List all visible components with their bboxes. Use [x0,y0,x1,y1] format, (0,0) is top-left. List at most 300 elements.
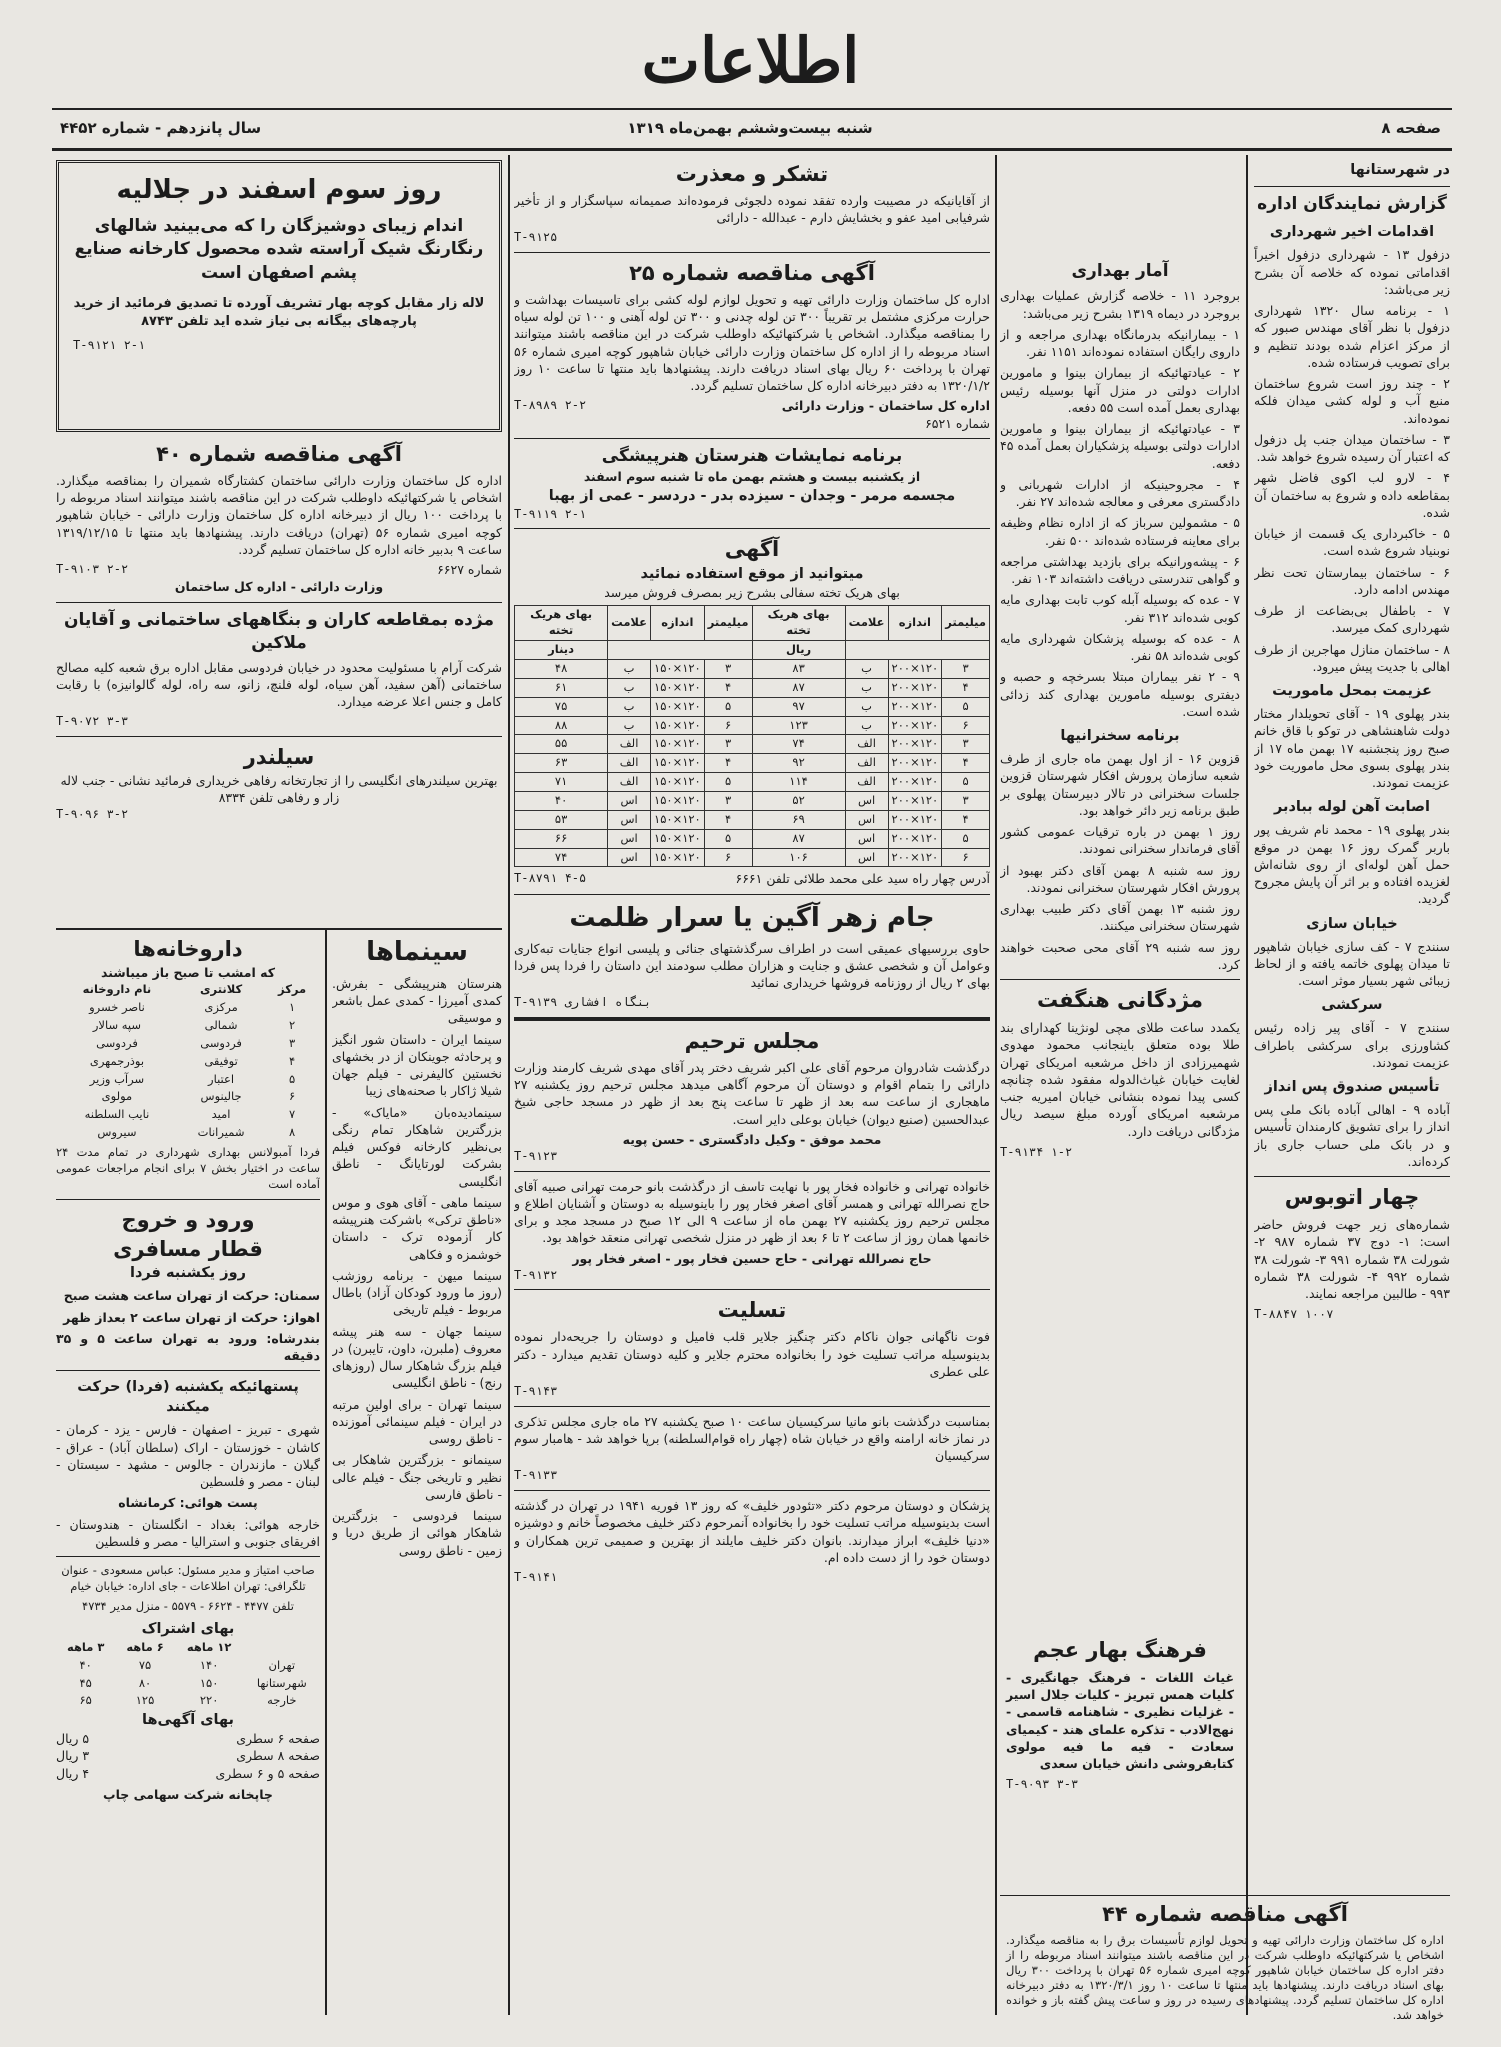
pharmacy-row [56,1017,320,1035]
pharmacy-cell: مولوی [101,1089,133,1104]
stats-p6: ۵ - مشمولین سرباز که از اداره نظام وظیفه برای معاینه فرستاده شده‌اند ۵۰۰ نفر. [1000,515,1240,548]
pharmacy-cell: ۴ [289,1053,296,1068]
ads-price-cell: صفحه ۶ سطری [236,1731,320,1747]
stats-p10: ۹ - ۲ نفر بیماران مبتلا بسرخچه و حصبه و دیفتری بوسیله مامورین بهداری کند زدائی شده است. [1000,669,1240,719]
pharmacy-h0: مرکز [278,982,307,997]
tender-25-footer: اداره کل ساختمان - وزارت دارائی [781,398,990,414]
sub-cell: ۶۵ [79,1693,92,1708]
stats-p11: قزوین ۱۶ - از اول بهمن ماه جاری از طرف شعبه سازمان پرورش افکار شهرستان قزوین جلسات سخنرانی در تالار دبیرستان پهلوی بر طبق برنامه زیر دائر خواهد بود. [1000,751,1240,818]
pipes-cell: الف [845,773,888,792]
air-sub: خارجه هوائی: بغداد - انگلستان - هندوستان - افریقای جنوبی و استرالیا - مصر و فلسطین [56,1516,320,1549]
provinces-p7: ۶ - ساختمان بیمارستان تحت نظر مهندس ادامه دارد. [1254,564,1450,597]
stats-p4: ۳ - عیادتهائیکه از بیماران بینوا و مامورین ادارات دولتی بوسیله پزشکیاران بعمل آمده ۴۵ دفعه. [1000,421,1240,471]
pipes-cell: ۷۵ [515,697,608,716]
pipes-cell: ب [845,697,888,716]
masthead: اطلاعات [641,24,860,97]
pipes-cell: ۶۳ [515,754,608,773]
pipes-cell: ۳ [704,660,752,679]
farhang-text: غیاث اللغات - فرهنگ جهانگیری - کلیات همس تبریز - کلیات جلال اسیر - غزلیات نظیری - شاهنامه قاسمی - نهج‌الادب - تذکره علمای هند - کیمیای سعادت - فیه ما فیه مولوی کتابفروشی دانش خیابان سعدی [1006,1669,1234,1772]
column-rule-2 [995,155,997,2015]
sub-h1: ۱۲ ماهه [186,1639,232,1654]
farhang-title: فرهنگ بهار عجم [1033,1638,1207,1662]
stats-p7: ۶ - پیشه‌ورانیکه برای بازدید بهداشتی مراجعه و گواهی تندرستی دریافت داشته‌اند ۱۰۳ نفر. [1000,553,1240,587]
ads-price-cell: صفحه ۸ سطری [236,1748,320,1764]
pipes-cell: الف [845,735,888,754]
majlis-code: T-۹۱۲۳ [514,1149,558,1164]
pipes-cell: ب [608,716,651,735]
pipes-cell: ۱۲۰×۲۰۰ [888,810,942,829]
pharmacy-cell: اعتبار [208,1071,235,1086]
tender-44-title: آگهی مناقصه شماره ۴۴ [1102,1902,1348,1926]
pipes-cell: ۱۲۰×۱۵۰ [651,848,705,867]
publisher-phones: تلفن ۴۴۷۷ - ۶۶۲۴ - ۵۵۷۹ - منزل مدیر ۴۷۳۴ [82,1598,294,1613]
provinces-p6: ۵ - خاکبرداری یک قسمت از خیابان نوبنیاد شروع شده است. [1254,526,1450,559]
pipes-row [515,660,990,679]
pipes-cell: ۸۷ [752,678,845,697]
sub-cell: شهرستانها [256,1675,307,1690]
pipes-cell: ۵۲ [752,792,845,811]
pipes-cell: ۸۷ [752,829,845,848]
pipes-cell: اس [845,792,888,811]
pharmacy-cell: سیروس [97,1125,137,1140]
stats-p2: ۱ - بیمارانیکه بدرمانگاه بهداری مراجعه و از داروی رایگان استفاده نموده‌اند ۱۱۵۱ نفر. [1000,326,1240,360]
speeches-title: برنامه سخنرانیها [1060,728,1180,745]
provinces-p10: بندر پهلوی ۱۹ - آقای تحویلدار مختار دولت شاهنشاهی در توکو با قاق خانم صبح روز پنجشنبه ۱۷ بهمن ماه ۱۷ از بندر پهلوی بسوی محل ماموریت خود عزیمت نمودند. [1254,706,1450,791]
publisher-text: صاحب امتیاز و مدیر مسئول: عباس مسعودی - عنوان تلگرافی: تهران اطلاعات - جای اداره: خیابان خیام [61,1563,315,1594]
pipes-cell: ۵ [704,829,752,848]
pipes-row [515,829,990,848]
tender-40-footer: وزارت دارائی - اداره کل ساختمان [174,579,384,595]
tender-44-ad [1000,1895,1450,2022]
mozhdeh-code: T-۹۰۷۲ ۳-۳ [56,714,129,729]
silinder-text: بهترین سیلندرهای انگلیسی را از تجارتخانه رفاهی خریداری فرمائید نشانی - جنب لاله زار و رفاهی تلفن ۸۳۳۴ [60,772,498,806]
pharmacy-cell: مرکزی [204,1000,238,1015]
pipes-cell: ۱۲۰×۲۰۰ [888,735,942,754]
hunaristan-line2: مجسمه مرمر - وجدان - سیزده بدر - دردسر - عمی از بهبا [548,487,956,504]
sarkisian-text: بمناسبت درگذشت بانو مانیا سرکیسیان ساعت ۱۰ صبح یکشنبه ۲۷ ماه جاری مجلس تذکری در نماز خانه ارامنه واقع در خیابان شاه (چهار راه قوام‌السلطنه) برپا خواهد شد - هامبار سوم سرکیسیان [514,1413,990,1464]
hunaristan-line1: از یکشنبه بیست و هشتم بهمن ماه تا شنبه سوم اسفند [583,469,921,485]
ads-price-cell: ۴ ریال [56,1765,90,1781]
pipes-cell: ۶ [704,716,752,735]
pharmacy-h1: کلانتری [200,982,243,997]
pipes-cell: ب [845,660,888,679]
ads-price-list [56,1730,320,1782]
pharmacy-cell: جالینوس [200,1089,242,1104]
tender-40-text: اداره کل ساختمان وزارت دارائی ساختمان کشتارگاه شمیران را بمناقصه میگذارد. اشخاص یا شرکتهائیکه داوطلب شرکت در این مناقصه باشند میتوانند اسناد مربوطه را با پرداخت ۱۰۰ ریال از دبیرخانه اداره کل ساختمان وزارت دارائی - خیابان شاهپور کوچه امیری شماره ۵۶ (تهران) دریافت دارند. پیشنهادها باید منتها تا ۱۳۱۹/۱۲/۱۵ ساعت ۹ بدبیر خانه اداره کل ساختمان تسلیم گردد. [56,472,502,557]
majlis-title: مجلس ترحیم [684,1028,820,1053]
pipes-cell: ۱۲۰×۲۰۰ [888,848,942,867]
farhang-ad [1000,1630,1240,1890]
sub-row [56,1657,320,1675]
pipes-cell: ۵ [942,829,990,848]
ads-price-cell: صفحه ۵ و ۶ سطری [215,1765,320,1781]
pipes-row [515,716,990,735]
bus-ad-code: T-۸۸۴۷ ۱۰۰۷ [1254,1307,1334,1322]
provinces-p3: ۲ - چند روز است شروع ساختمان منبع آب و لوله کشی میدان فلکه نموده‌اند. [1254,376,1450,426]
sarkisian-code: T-۹۱۳۳ [514,1468,558,1483]
family-code: T-۹۱۳۲ [514,1267,558,1282]
pharmacy-cell: فردوسی [200,1035,242,1050]
pipes-h7: بهای هریک تخته [515,606,608,641]
pharmacy-row [56,1106,320,1124]
pipes-cell: ۳ [942,660,990,679]
pipes-cell: ۷۱ [515,773,608,792]
majlis-signature: محمد موفق - وکیل دادگستری - حسن پویه [622,1131,882,1147]
column-rule-1 [1246,155,1248,2015]
pipes-h1: اندازه [888,606,942,641]
pipes-sub: میتوانید از موقع استفاده نمائید [640,566,864,583]
pipes-cell: ۳ [704,735,752,754]
pharmacy-cell: شمیرانات [197,1125,245,1140]
pipes-row [515,697,990,716]
pharmacy-cell: ۸ [289,1125,296,1140]
pharmacy-cell: ۱ [289,1000,296,1015]
pipes-row [515,810,990,829]
pipes-cell: ۶ [942,848,990,867]
pipes-cell: ۸۳ [752,660,845,679]
stats-p5: ۴ - مجروحینیکه از ادارات شهربانی و دادگستری معرفی و معالجه شده‌اند ۲۷ نفر. [1000,476,1240,510]
pipes-cell: ۱۲۰×۱۵۰ [651,697,705,716]
stats-column [1000,260,1240,1625]
pipes-cell: ۴ [704,678,752,697]
pipes-cell: ۱۲۰×۱۵۰ [651,773,705,792]
pipes-h5: اندازه [651,606,705,641]
pipes-cell: ب [608,678,651,697]
masthead-rule-bottom [52,148,1452,151]
issue-date: شنبه بیست‌وششم بهمن‌ماه ۱۳۱۹ [627,119,873,137]
pipes-cell: ۱۲۰×۱۵۰ [651,735,705,754]
provinces-sub3: اصابت آهن لوله ببادبر [1274,799,1430,816]
cinema-item: سینما ماهی - آقای هوی و موس «ناطق ترکی» باشرکت هنرپیشه کار آزموده ترک - داستان خوشمزه و فکاهی [332,1194,502,1262]
ads-price-cell: ۵ ریال [56,1731,90,1747]
pipes-h6: علامت [608,606,651,641]
masthead-rule-top [52,108,1452,110]
sub-cell: ۲۲۰ [199,1693,219,1708]
pipes-cell: اس [608,848,651,867]
sub-cell: ۴۵ [79,1675,92,1690]
pipes-cell: ۴ [942,678,990,697]
pipes-cell: ۹۲ [752,754,845,773]
pipes-cell: ۴ [704,754,752,773]
pipes-cell: ۱۲۰×۱۵۰ [651,716,705,735]
provinces-p8: ۷ - باطفال بی‌بضاعت از طرف شهرداری کمک میرسد. [1254,603,1450,636]
sub-row [56,1692,320,1710]
section-label: در شهرستانها [1350,162,1450,178]
pharmacy-cell: بوذرجمهری [89,1053,145,1068]
sub-row [56,1675,320,1693]
pharmacy-row [56,999,320,1017]
subscription-table [56,1639,320,1710]
cinema-column [332,935,502,2010]
cinema-item: هنرستان هنرپیشگی - بفرش. کمدی آمیرزا - کمدی عمل باشعر و موسیقی [332,975,502,1026]
pipes-cell: ب [845,678,888,697]
pharmacy-cell: شمالی [204,1017,238,1032]
cinema-item: سینمانو - بزرگترین شاهکار بی نظیر و تاریخی جنگ - فیلم عالی - ناطق فارسی [332,1452,502,1502]
pipes-cell: ۱۲۰×۲۰۰ [888,773,942,792]
pipes-cell: ۴ [942,754,990,773]
pharmacy-cell: فردوسی [96,1035,138,1050]
pipes-cell: ۵ [942,773,990,792]
pipes-cell: ۱۲۰×۲۰۰ [888,829,942,848]
stats-p13: روز سه شنبه ۸ بهمن آقای دکتر بهبود از پرورش افکار شهرستان سخنرانی نمودند. [1000,862,1240,895]
reward-code: T-۹۱۳۴ ۱-۲ [1000,1144,1073,1159]
reward-text: یکمدد ساعت طلای مچی لونژینا کهدارای بند طلا بوده متعلق باینجانب محمود مهدوی شهمیرزادی از داخل مرشعبه امریکای تهران لغایت خیابان غیاث‌الدوله مفقود شده چنانچه کسی پیدا نموده بنشانی خیابان امیریه جنب مرشعبه امریکای آورده مبلغ سیصد ریال مژدگانی دریافت دارد. [1000,1020,1240,1139]
pipes-cell: اس [845,848,888,867]
silinder-code: T-۹۰۹۶ ۳-۲ [56,807,129,822]
pipes-cell: ۵ [704,773,752,792]
pipes-cell: الف [608,735,651,754]
pipes-h3: بهای هریک تخته [752,606,845,641]
cinema-list [332,975,502,1559]
pipes-row [515,678,990,697]
cinema-title: سینماها [366,937,468,967]
sub-cell: ۱۵۰ [199,1675,219,1690]
mozhdeh-title: مژده بمقاطعه کاران و بنگاههای ساختمانی و آقایان ملاکین [64,609,494,654]
ads-price-row [56,1747,320,1764]
pharmacy-cell: ۷ [289,1107,296,1122]
pipes-cell: ۱۱۴ [752,773,845,792]
pipes-desc: بهای هریک تخته سفالی بشرح زیر بمصرف فروش میرسد [604,585,900,601]
stats-title: آمار بهداری [1071,261,1169,281]
cinema-item: سینما جهان - سه هنر پیشه معروف (ملبرن، داون، تایبرن) در فیلم بزرگ شاهکار سال (روزهای رنج) - ناطق انگلیسی [332,1323,502,1391]
majlis-text: درگذشت شادروان مرحوم آقای علی اکبر شریف دختر پدر آقای مهدی شریف کارمند وزارت دارائی را بتمام اقوام و دوستان آن مرحوم آگاهی میدهد مجلس ترحیم روز یکشنبه ۲۷ ماهجاری از ساعت سه بعد از ظهر تا ساعت پنج بعد از ظهر در مسجد حاجی شیخ عبدالحسین (صنیع دیوان) خیابان بوعلی دایر است. [514,1059,990,1127]
bus-ad-title: چهار اتوبوس [1284,1185,1420,1210]
pipes-cell: ۵ [942,697,990,716]
provinces-p14: آباده ۹ - اهالی آباده بانک ملی پس انداز را برای تشویق کارمندان تأسیس و در بانک ملی حساب جاری باز کرده‌اند. [1254,1102,1450,1169]
provinces-p5: ۴ - لارو لب اکوی فاضل شهر بمقاطعه داده و شروع به ساختمان آن شده. [1254,470,1450,520]
pipes-cell: ۳ [942,735,990,754]
stats-p12: روز ۱ بهمن در باره ترقیات عمومی کشور آقای فرماندار سخنرانی نمودند. [1000,824,1240,857]
pipes-cell: ۵۳ [515,810,608,829]
pharmacy-h2: نام داروخانه [82,982,152,997]
pharmacy-cell: ناصر خسرو [89,1000,145,1015]
pipes-cell: اس [845,829,888,848]
cinema-item: سینما فردوسی - بزرگترین شاهکار هوائی از طریق دریا و زمین - ناطق روسی [332,1508,502,1558]
pipes-address: آدرس چهار راه سید علی محمد طلائی تلفن ۶۶۶۱ [735,871,990,887]
pipes-cell: ۱۰۶ [752,848,845,867]
esfand-text: اندام زیبای دوشیزگان را که می‌بینید شالهای رنگارنگ شیک آراسته شده محصول کارخانه صنایع پشم اصفهان است [74,215,484,283]
silinder-title: سیلندر [243,744,315,769]
pipes-cell: ۶۶ [515,829,608,848]
provinces-p4: ۳ - ساختمان میدان جنب پل دزفول که اعتبار آن رسیده شروع خواهد شد. [1254,431,1450,465]
pipes-cell: ۱۲۰×۱۵۰ [651,829,705,848]
pharmacy-table [56,981,320,1142]
jam-text: حاوی بررسیهای عمیقی است در اطراف سرگذشتهای جنائی و پلیسی انواع جنایات تبه‌کاری وعوامل آن و شخصی عشق و جنایت و هزاران مطلب سودمند این داستان را فردا پس فردا بهای ۲ ریال از روزنامه فروشها خریداری نمائید [514,940,990,991]
sub-cell: ۱۴۰ [199,1657,219,1672]
left-divider [56,928,502,930]
provinces-sub2: عزیمت بمحل ماموریت [1272,683,1432,700]
pipes-row [515,773,990,792]
travel-sub: قطار مسافری [113,1236,263,1261]
pharmacy-cell: سپه سالار [92,1017,142,1032]
cinema-item: سینمادیده‌بان «مایاک» - بزرگترین شاهکار تمام رنگی بی‌نظیر کارخانه فوکس فیلم بشرکت لورتایانگ - ناطق انگلیسی [332,1104,502,1189]
esfand-line: لاله زار مقابل کوچه بهار تشریف آورده تا تصدیق فرمائید از خرید پارچه‌های بیگانه بی نیاز شده اید تلفن ۸۷۴۳ [73,296,485,330]
pipes-cell: اس [608,810,651,829]
pipes-cell: ۳ [704,792,752,811]
khalif-text: پزشکان و دوستان مرحوم دکتر «تئودور خلیف» که روز ۱۳ فوریه ۱۹۴۱ در تهران در گذشته است بدینوسیله مراتب تسلیت خود را بخانواده آنمرحوم دکتر خلیف مخصوصاً خانم و دوشیزه «دنیا خلیف» ابراز میدارند. بانوان دکتر خلیف مایلند از بهترین و صمیمی ترین همکاران و دوستان خود را از دست داده ام. [514,1498,990,1565]
pharmacy-cell: ۶ [289,1089,296,1104]
column-rule-4 [325,930,327,2015]
condolence-code: T-۹۱۴۳ [514,1384,558,1399]
tender-25-title: آگهی مناقصه شماره ۲۵ [629,261,875,286]
travel-p2: اهواز: حرکت از تهران ساعت ۲ بعداز ظهر [63,1309,320,1325]
pipes-row [515,754,990,773]
stats-p15: روز سه شنبه ۲۹ آقای محی صحبت خواهند کرد. [1000,939,1240,972]
pipes-sub-dinar: دینار [515,641,608,660]
provinces-sub1: اقدامات اخیر شهرداری [1269,224,1435,241]
provinces-sub5: سرکشی [1321,997,1383,1014]
stats-p3: ۲ - عیادتهائیکه از بیماران بینوا و مامورین ادارات دولتی در منزل آنها بوسیله رئیس بهداری بعمل آمده است ۵۵ دفعه. [1000,365,1240,415]
pipes-code: T-۸۷۹۱ ۴-۵ [514,871,587,886]
mail-text: شهری - تبریز - اصفهان - فارس - یزد - کرمان - کاشان - خوزستان - اراک (سلطان آباد) - عراق - گیلان - مازندران - جالوس - مشهد - سیستان - لبنان - مصر و فلسطین [56,1422,320,1490]
jam-title: جام زهر آگین یا سرار ظلمت [569,902,935,933]
pharmacy-row [56,1124,320,1142]
travel-day: روز یکشنبه فردا [130,1265,246,1282]
pharmacy-row [56,1071,320,1089]
tender-40-title: آگهی مناقصه شماره ۴۰ [156,442,402,466]
sub-h0 [244,1639,320,1657]
pipes-cell: ۱۲۰×۱۵۰ [651,660,705,679]
provinces-p2: ۱ - برنامه سال ۱۳۲۰ شهرداری دزفول با نظر آقای مهندس صبور که از مرکز اعزام شده بودند تنظیم و برای تصویب فرستاده شده. [1254,303,1450,370]
provinces-p13: سنندج ۷ - آقای پیر زاده رئیس کشاورزی برای سرکشی باطراف عزیمت نمودند. [1254,1020,1450,1070]
pipes-sub-rial: ریال [752,641,845,660]
pharmacy-cell: ۵ [289,1071,296,1086]
sub-cell: تهران [268,1657,296,1672]
pharmacy-table-body [56,999,320,1142]
thanks-text: از آقایانیکه در مصیبت وارده تفقد نموده دلجوئی فرموده‌اند صمیمانه سپاسگزار و از تأخیر شرفیابی امید عفو و بخشایش دارم - عبدالله - دارائی [514,192,990,226]
pharmacy-cell: ۳ [289,1035,296,1050]
pharmacy-sub: که امشب تا صبح باز میباشند [101,964,275,980]
pipes-cell: ۶ [942,716,990,735]
provinces-p11: بندر پهلوی ۱۹ - محمد نام شریف پور باربر گمرک روز ۱۶ بهمن در موقع حمل آهن لوله‌ای از روی شانه‌اش لغزیده افتاده و بر اثر آن پایش مجروح گردید. [1254,822,1450,907]
pharmacy-row [56,1088,320,1106]
pipes-cell: ۴۸ [515,660,608,679]
provinces-sub6: تأسیس صندوق پس انداز [1264,1079,1440,1096]
pharmacy-cell: ۲ [289,1017,296,1032]
tender-40-code: T-۹۱۰۳ ۲-۲ [56,562,129,577]
pipes-cell: الف [608,773,651,792]
pipes-row [515,792,990,811]
tender-25-number: شماره ۶۵۲۱ [925,415,990,431]
travel-p1: سمنان: حرکت از تهران ساعت هشت صبح [63,1288,320,1304]
pipes-cell: ۶۱ [515,678,608,697]
sub-cell: ۴۰ [79,1657,92,1672]
condolence-text: فوت ناگهانی جوان ناکام دکتر چنگیز جلایر قلب فامیل و دوستان را جریحه‌دار نموده بدینوسیله مراتب تسلیت خود را بخانواده محترم جلایر و کلیه دوستان تقدیم میدارد - دکتر علی عطری [514,1329,990,1379]
esfand-ad [56,160,502,432]
tender-25-text: اداره کل ساختمان وزارت دارائی تهیه و تحویل لوازم لوله کشی برای تاسیسات بهداشت و حرارت مرکزی مشتمل بر تقریباً ۳۰۰ تن لوله چدنی و ۳۰۰ تن لوله آهنی و ۱۰۰ تن لوله سیاه را بمناقصه میگذارد. اشخاص یا شرکتهائیکه داوطلب شرکت در این مناقصه باشند میتوانند اسناد مربوطه را از اداره کل ساختمان وزارت دارائی خیابان شاهپور کوچه امیری شماره ۵۶ تهران با پرداخت ۶۰ ریال بهای اسناد دریافت دارند. پیشنهادها باید منتها تا ساعت ۱۰ روز ۱۳۲۰/۱/۲ به دفتر دبیرخانه اداره کل ساختمان تسلیم گردد. [514,291,990,394]
pharmacy-cell: توفیقی [204,1053,238,1068]
thanks-code: T-۹۱۲۵ [514,230,558,245]
pipes-cell: ۹۷ [752,697,845,716]
subscription-table-body [56,1657,320,1711]
pipes-cell: ب [845,716,888,735]
cinema-item: سینما ایران - داستان شور انگیز و پرحادثه جوینکان از در بخشهای نخستین کالیفرنی - فیلم جهان شیلا ژاکار با صحنه‌های زیبا [332,1031,502,1099]
hunaristan-code: T-۹۱۱۹ ۲-۱ [514,506,587,521]
pipes-cell: اس [608,792,651,811]
travel-p3: بندرشاه: ورود به تهران ساعت ۵ و ۳۵ دقیقه [56,1330,320,1364]
pipes-h0: میلیمتر [942,606,990,641]
khalif-code: T-۹۱۴۱ [514,1570,558,1585]
pipes-cell: الف [608,754,651,773]
pipes-cell: ۱۲۰×۲۰۰ [888,754,942,773]
pipes-row [515,735,990,754]
thanks-title: تشکر و معذرت [675,162,829,186]
ads-price-row [56,1765,320,1782]
pharmacy-title: داروخانه‌ها [133,937,243,961]
pipes-row [515,848,990,867]
pipes-cell: ب [608,660,651,679]
pipes-cell: ۵۵ [515,735,608,754]
stats-p1: بروجرد ۱۱ - خلاصه گزارش عملیات بهداری بروجرد در دیماه ۱۳۱۹ بشرح زیر می‌باشد: [1000,288,1240,321]
sub-cell: ۱۲۵ [135,1693,155,1708]
tender-40-number: شماره ۶۶۲۷ [437,562,502,578]
pipes-cell: ۵ [704,697,752,716]
provinces-p12: سنندج ۷ - کف سازی خیابان شاهپور تا میدان پهلوی خاتمه یافته و از لحاظ زیبائی شهر بسیار موثر است. [1254,938,1450,989]
reward-title: مژدگانی هنگفت [1036,988,1204,1013]
provinces-p1: دزفول ۱۳ - شهرداری دزفول اخیراً اقداماتی نموده که خلاصه آن بشرح زیر می‌باشد: [1254,247,1450,297]
pipes-cell: ب [608,697,651,716]
esfand-code: T-۹۱۲۱ ۲-۱ [73,338,146,353]
provinces-title: گزارش نمایندگان اداره [1257,194,1447,214]
stats-p14: روز شنبه ۱۳ بهمن آقای دکتر طبیب بهداری شهرستان سخنرانی میکنند. [1000,901,1240,934]
pipes-h2: علامت [845,606,888,641]
condolence-title: تسلیت [717,1298,787,1323]
pipes-table-body [515,660,990,867]
pipes-cell: ۷۴ [515,848,608,867]
pipes-cell: ۱۲۰×۱۵۰ [651,792,705,811]
mozhdeh-text: شرکت آرام با مسئولیت محدود در خیابان فردوسی مقابل اداره برق شعبه کلیه مصالح ساختمانی (آهن سفید، آهن سیاه، لوله فلنچ، زانو، سه راه، لوله گالوانیزه) با رقابت کامل و جنس اعلا عرضه میدارد. [56,659,502,710]
pipes-cell: ۱۲۰×۱۵۰ [651,810,705,829]
pipes-cell: ۱۲۰×۱۵۰ [651,754,705,773]
pipes-cell: اس [845,810,888,829]
printer: چاپخانه شرکت سهامی چاپ [103,1786,273,1802]
pipes-h4: میلیمتر [704,606,752,641]
page-number: صفحه ۸ [1381,119,1441,137]
pipes-cell: ۳ [942,792,990,811]
pipes-cell: الف [845,754,888,773]
travel-title: ورود و خروج [121,1207,255,1232]
pharmacy-row [56,1053,320,1071]
tender-25-code: T-۸۹۸۹ ۲-۲ [514,398,587,413]
pipes-title: آگهی [724,537,780,562]
provinces-column [1254,160,1450,2010]
pipes-cell: ۱۲۰×۲۰۰ [888,678,942,697]
pipes-cell: ۱۲۳ [752,716,845,735]
subscription-title: بهای اشتراک [141,1620,235,1637]
pipes-cell: ۱۲۰×۱۵۰ [651,678,705,697]
mail-title: پستهائیکه یکشنبه (فردا) حرکت میکنند [77,1379,299,1416]
pipes-cell: ۶۹ [752,810,845,829]
cinema-item: سینما میهن - برنامه روزشب (روز ما ورود کودکان آزاد) باطال مربوط - فیلم تاریخی [332,1267,502,1318]
sub-cell: خارجه [267,1693,297,1708]
air-title: پست هوائی: کرمانشاه [118,1495,258,1511]
family-text: خانواده تهرانی و خانواده فخار پور با نهایت تاسف از درگذشت بانو حرمت تهرانی صبیه آقای حاج نصرالله تهرانی و همسر آقای اصغر فخار پور را باینوسیله به دوستان و آشنایان اطلاع و مجلس ترحیم روز یکشنبه ۲۷ بهمن ماه از ساعت ۹ الی ۱۲ صبح در مسجد مجد و برای خانمها همان روز از ساعت ۲ تا ۶ بعد از ظهر در منزل شخصی تهرانی منعقد خواهد بود. [514,1178,990,1246]
pipes-cell: ۱۲۰×۲۰۰ [888,697,942,716]
provinces-sub4: خیابان سازی [1306,915,1398,932]
pharmacy-row [56,1035,320,1053]
pharmacy-cell: امید [211,1107,231,1122]
ads-price-row [56,1730,320,1747]
column-rule-3 [508,155,510,2015]
ads-price-title: بهای آگهی‌ها [142,1712,234,1729]
year-issue: سال پانزدهم - شماره ۴۴۵۲ [60,119,262,137]
sub-cell: ۸۰ [138,1675,152,1690]
bus-ad-text: شماره‌های زیر جهت فروش حاضر است: ۱- دوج ۳۷ شماره ۹۸۷ ۲- شورلت ۳۸ شماره ۹۹۱ ۳- شورلت ۳۸ شماره ۹۹۲ ۴- شورلت ۳۸ شماره ۹۹۳ - طالبین مراجعه نمایند. [1254,1217,1450,1302]
middle-column [514,160,990,2010]
sub-cell: ۷۵ [138,1657,152,1672]
sub-h3: ۳ ماهه [66,1639,105,1654]
tender-44-text: اداره کل ساختمان وزارت دارائی تهیه و تحویل لوازم تأسیسات برق را به مناقصه میگذارد. اشخاص یا شرکتهائیکه داوطلب شرکت در این مناقصه باشند میتوانند اسناد مربوطه را از دفتر اداره کل ساختمان خیابان شاهپور کوچه امیری شماره ۵۶ تهران با پرداخت ۳۰۰ ریال بهای اسناد دریافت دارند. پیشنهادها باید منتها تا ساعت ۱۰ روز ۱۳۲۰/۳/۱ به دفتر دبیرخانه اداره کل ساختمان تسلیم گردد. پیشنهادهای رسیده در روز و ساعت پیش گفته باز و خوانده خواهد شد. [1006,1932,1444,2022]
